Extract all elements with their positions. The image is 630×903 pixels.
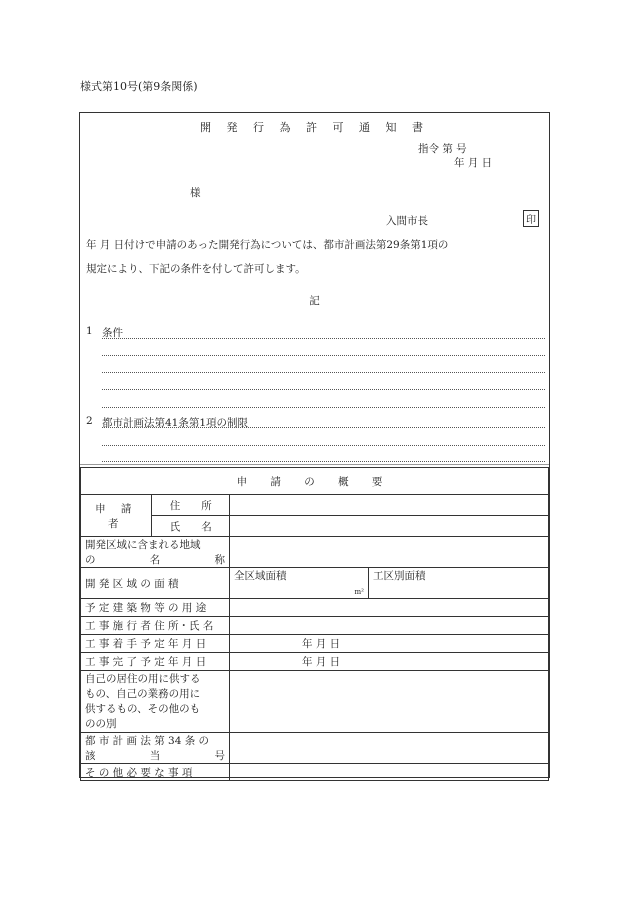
region-name-value xyxy=(230,537,549,568)
form-number: 様式第10号(第9条関係) xyxy=(80,80,198,93)
start-date-value: 年 月 日 xyxy=(230,635,549,653)
usage-line-3: 供するもの、その他のも xyxy=(85,702,201,715)
divider xyxy=(80,464,549,465)
body-line-2: 規定により、下記の条件を付して許可します。 xyxy=(86,263,306,275)
region-line-1: 開発区域に含まれる地域 xyxy=(85,539,201,551)
ki-heading: 記 xyxy=(309,295,320,307)
usage-line-2: もの、自己の業務の用に xyxy=(85,687,201,700)
permit-notice-form xyxy=(79,112,550,778)
dotted-line xyxy=(102,355,545,356)
article34-value xyxy=(230,733,549,764)
other-matters-value xyxy=(230,764,549,781)
application-summary-table xyxy=(80,467,549,781)
contractor-label: 工 事 施 行 者 住 所・氏 名 xyxy=(81,617,230,635)
region-line-2-mid: 名 xyxy=(149,554,161,566)
usage-line-1: 自己の居住の用に供する xyxy=(85,672,201,685)
issuer: 入間市長 xyxy=(386,215,428,227)
region-name-label xyxy=(81,537,230,568)
dotted-line xyxy=(102,461,545,462)
other-matters-label: そ の 他 必 要 な 事 項 xyxy=(81,764,230,781)
region-line-2-left: の xyxy=(85,554,96,566)
building-use-value xyxy=(230,599,549,617)
issue-date: 年 月 日 xyxy=(454,157,493,169)
dotted-line xyxy=(102,338,545,339)
start-date-label: 工 事 着 手 予 定 年 月 日 xyxy=(81,635,230,653)
dotted-line xyxy=(102,372,545,373)
article34-line-2-right: 号 xyxy=(214,750,225,762)
contractor-value xyxy=(230,617,549,635)
name-label: 氏 名 xyxy=(152,516,230,537)
article34-label xyxy=(81,733,230,764)
total-area-cell xyxy=(230,568,369,599)
total-area-label: 全区域面積 xyxy=(234,570,287,582)
article34-line-2-mid: 当 xyxy=(149,750,161,762)
body-line-1: 年 月 日付けで申請のあった開発行為については、都市計画法第29条第1項の xyxy=(86,239,449,251)
item2-number: 2 xyxy=(86,415,93,427)
item2-label: 都市計画法第41条第1項の制限 xyxy=(102,417,249,429)
reference-number: 指令 第 号 xyxy=(418,143,467,155)
document-title: 開 発 行 為 許 可 通 知 書 xyxy=(200,121,429,134)
item1-label: 条件 xyxy=(102,327,123,339)
end-date-label: 工 事 完 了 予 定 年 月 日 xyxy=(81,653,230,671)
usage-line-4: のの別 xyxy=(85,717,117,730)
dotted-line xyxy=(102,445,545,446)
area-unit: m² xyxy=(354,588,364,596)
seal-stamp: 印 xyxy=(523,210,539,227)
usage-label xyxy=(81,671,230,733)
article34-line-1: 都 市 計 画 法 第 34 条 の xyxy=(85,735,210,747)
dotted-line xyxy=(102,389,545,390)
addressee-honorific: 様 xyxy=(190,187,201,199)
dotted-line xyxy=(102,427,545,428)
end-date-value: 年 月 日 xyxy=(230,653,549,671)
area-label: 開 発 区 域 の 面 積 xyxy=(81,568,230,599)
applicant-label: 申 請 者 xyxy=(81,495,152,537)
usage-value xyxy=(230,671,549,733)
article34-line-2-left: 該 xyxy=(85,750,96,762)
address-label: 住 所 xyxy=(152,495,230,516)
address-value xyxy=(230,495,549,516)
summary-title: 申 請 の 概 要 xyxy=(81,468,549,495)
zone-area-label: 工区別面積 xyxy=(369,568,549,599)
region-line-2-right: 称 xyxy=(214,554,225,566)
item1-number: 1 xyxy=(86,325,93,337)
building-use-label: 予 定 建 築 物 等 の 用 途 xyxy=(81,599,230,617)
name-value xyxy=(230,516,549,537)
dotted-line xyxy=(102,407,545,408)
